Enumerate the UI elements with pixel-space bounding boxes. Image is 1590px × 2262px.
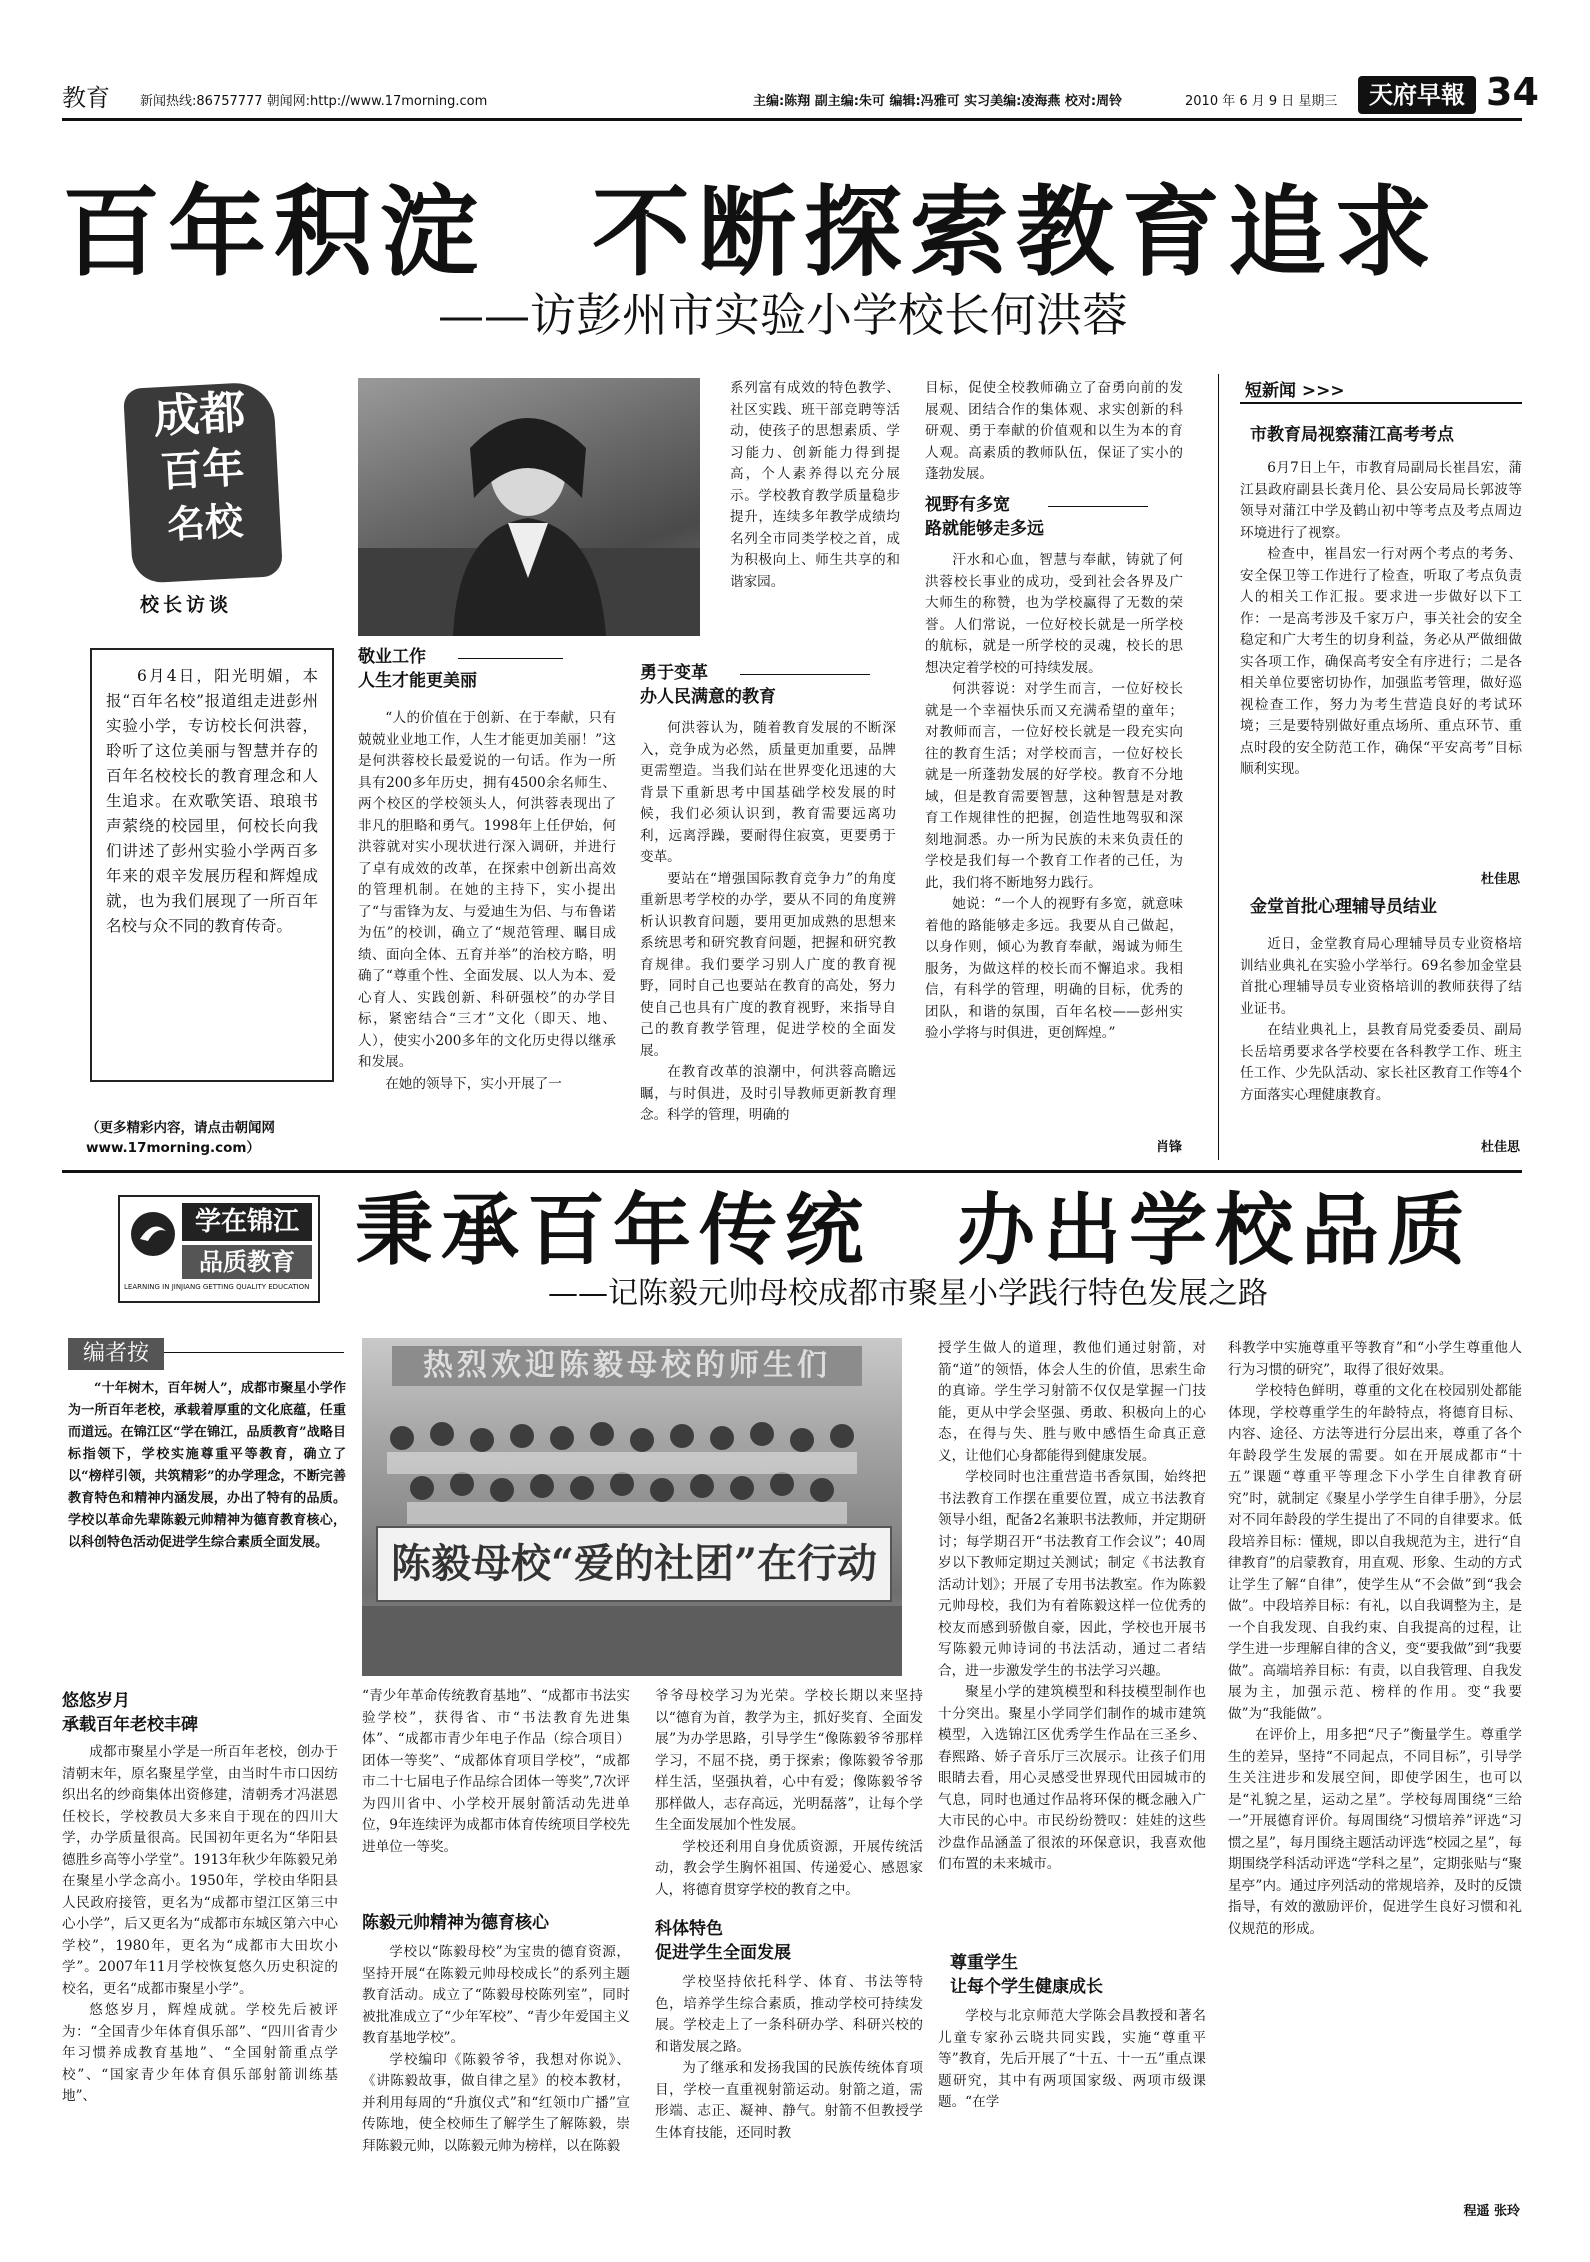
news-item-byline: 杜佳思 <box>1480 872 1520 887</box>
paragraph: 在评价上，用多把“尺子”衡量学生。尊重学生的差异，坚持“不同起点，不同目标”，引导学生关注进步和发展空间，即使学困生，也可以是“礼貌之星，运动之星”。学校每周围绕“三给一”开展德育评价。每周围绕“习惯培养”评选“习惯之星”，每月围绕主题活动评选“校园之星”，每期围绕学科活动评选“学科之星”，定期张贴与“聚星亭”内。通过序列活动的常规培养，及时的反馈指导，有效的激励评价，促进学生良好习惯和礼仪规范的形成。 <box>1228 1727 1522 1937</box>
paragraph: “十年树木，百年树人”，成都市聚星小学作为一所百年老校，承载着厚重的文化底蕴，任重而道远。在锦江区“学在锦江，品质教育”战略目标指领下，学校实施尊重平等教育，确立了以“榜样引领，共筑精彩”的办学理念，不断完善教育特色和精神内涵发展，办出了特有的品质。学校以革命先辈陈毅元帅精神为德育教育核心，以科创特色活动促进学生综合素质全面发展。 <box>68 1381 346 1550</box>
paragraph: 要站在“增强国际教育竞争力”的角度重新思考学校的办学，要从不同的角度辨析认识教育问题，要用更加成熟的思想来系统思考和研究教育问题，把握和研究教育规律。我们要学习别人广度的教育视野，同时自己也要站在教育的高处，努力使自己也具有广度的教育视野，来指导自己的教育教学管理，促进学校的全面发展。 <box>640 870 896 1059</box>
story1-col2-title: 勇于变革 <box>640 663 708 683</box>
story2-col4-body <box>938 1338 1206 1946</box>
paragraph: 为了继承和发扬我国的民族传统体育项目，学校一直重视射箭运动。射箭之道，需形端、志正、凝神、静气。射箭不但教授学生体育技能，还同时教 <box>655 2060 923 2141</box>
club-banner: 陈毅母校“爱的社团”在行动 <box>376 1526 892 1602</box>
story1-col3-body <box>925 550 1183 1142</box>
paragraph: 何洪蓉说：对学生而言，一位好校长就是一个幸福快乐而又充满希望的童年；对教师而言，一位好校长就是一段充实向往的教育生活；对学校而言，一位好校长就是一所蓬勃发展的好学校。教育不分地域，但是教育需要智慧，这种智慧是对教育工作规律性的把握，创造性地驾驭和深刻地洞悉。办一所为民族的未来负责任的学校是我们每一个教育工作者的己任，为此，我们将不断地努力践行。 <box>925 681 1183 891</box>
story1-col2-lead <box>730 378 900 650</box>
issue-date: 2010 年 6 月 9 日 星期三 <box>1185 94 1338 109</box>
brand-caption: LEARNING IN JINJIANG GETTING QUALITY EDUCATION <box>124 1283 310 1291</box>
paragraph: 近日，金堂教育局心理辅导员专业资格培训结业典礼在实验小学举行。69名参加金堂县首批心理辅导员专业资格培训的教师获得了结业证书。 <box>1240 936 1522 1017</box>
more-content-link[interactable]: （更多精彩内容，请点击朝闻网 www.17morning.com） <box>86 1120 275 1156</box>
story1-col1-subtitle: 人生才能更美丽 <box>358 671 477 691</box>
paragraph: 学校与北京师范大学陈会昌教授和著名儿童专家孙云晓共同实践，实施“尊重平等”教育，先后开展了“十五、十一五”重点课题研究，其中有两项国家级、两项市级课题。“在学 <box>938 2008 1206 2110</box>
intro-paragraph: 6月4日，阳光明媚，本报“百年名校”报道组走进彭州实验小学，专访校长何洪蓉，聆听了这位美丽与智慧并存的百年名校校长的教育理念和人生追求。在欢歌笑语、琅琅书声萦绕的校园里，何校长向我们讲述了彭州实验小学两百多年来的艰辛发展历程和辉煌成就，也为我们展现了一所百年名校与众不同的教育传奇。 <box>106 667 318 935</box>
story2-col3-lead <box>655 1686 923 1908</box>
story1-col3-subtitle: 路就能够走多远 <box>925 519 1044 539</box>
paragraph: 学校还利用自身优质资源，开展传统活动，教会学生胸怀祖国、传递爱心、感恩家人，将德育贯穿学校的教育之中。 <box>655 1838 923 1898</box>
section-name: 教育 <box>62 84 110 112</box>
paragraph: 科教学中实施尊重平等教育”和“小学生尊重他人行为习惯的研究”，取得了很好效果。 <box>1228 1340 1522 1378</box>
news-item-body <box>1240 458 1522 868</box>
story1-col3-title: 视野有多宽 <box>925 495 1010 515</box>
story1-col1-body <box>358 708 616 1156</box>
story2-col4-subtitle: 让每个学生健康成长 <box>950 1977 1103 1997</box>
paragraph: 学校特色鲜明，尊重的文化在校园别处都能体现，学校尊重学生的年龄特点，将德育目标、内容、途径、方法等进行分层出来，尊重了各个年龄段学生发展的需要。如在开展成都市“十五”课题“尊重平等理念下小学生自律教育研究”时，就制定《聚星小学学生自律手册》，分层对不同年龄段的学生提出了不同的自律要求。低段培养目标：懂规，即以自我规范为主，进行“自律教育”的启蒙教育，用直观、形象、生动的方式让学生了解“自律”，使学生从“不会做”到“我会做”。中段培养目标：有礼，以自我调整为主，是一个自我发现、自我约束、自我提高的过程，让学生进一步理解自律的含义，变“要我做”到“我要做”。高端培养目标：有责，以自我管理、自我发展为主，加强示范、榜样的作用。变“我要做”为“我能做”。 <box>1228 1383 1522 1722</box>
story2-col2-title: 陈毅元帅精神为德育核心 <box>362 1913 549 1933</box>
paragraph: 聚星小学的建筑模型和科技模型制作也十分突出。聚星小学同学们制作的城市建筑模型，入选锦江区优秀学生作品在三圣乡、春熙路、娇子音乐厅三次展示。让孩子们用眼睛去看，用心灵感受世界现代田园城市的气息，同时也通过作品将环保的概念融入广大市民的心中。市民纷纷赞叹：娃娃的这些沙盘作品涵盖了很浓的环保意识，我喜欢他们布置的未来城市。 <box>938 1684 1206 1872</box>
story2-col3-body <box>655 1972 923 2238</box>
paragraph: 汗水和心血，智慧与奉献，铸就了何洪蓉校长事业的成功，受到社会各界及广大师生的称赞，也为学校赢得了无数的荣誉。人们常说，一位好校长就是一所学校的航标，就是一所学校的灵魂，校长的思想决定着学校的可持续发展。 <box>925 552 1183 676</box>
story2-col1-title: 悠悠岁月 <box>62 1691 130 1711</box>
story2-col4-body-2 <box>938 2006 1206 2238</box>
staff-credits: 主编:陈翔 副主编:朱可 编辑:冯雅可 实习美编:凌海燕 校对:周铃 <box>753 94 1123 109</box>
paragraph: 检查中，崔昌宏一行对两个考点的考务、安全保卫等工作进行了检查，听取了考点负责人的相关工作汇报。要求进一步做好以下工作：一是高考涉及千家万户，事关社会的安全稳定和广大考生的切身利益，务必从严做细做实各项工作，确保高考安全有序进行；二是各相关单位要密切协作，加强监考管理，做好巡视检查工作，努力为考生营造良好的考试环境；三是要特别做好重点场所、重点环节、重点时段的安全防范工作，确保“平安高考”目标顺利实现。 <box>1240 546 1522 777</box>
principal-figure-icon <box>358 378 700 636</box>
story1-byline: 肖锋 <box>1155 1140 1182 1155</box>
story1-col3-lead <box>925 378 1183 490</box>
story1-col1-title: 敬业工作 <box>358 647 426 667</box>
paragraph: 爷爷母校学习为光荣。学校长期以来坚持以“德育为首，教学为主，抓好奖育、全面发展”为办学思路，引导学生“像陈毅爷爷那样学习，不屈不挠，勇于探索；像陈毅爷爷那样生活，坚强执着，心中有爱；像陈毅爷爷那样做人，志存高远，光明磊落”，让每个学生全面发展加个性发展。 <box>655 1688 923 1833</box>
story1-col2-subtitle: 办人民满意的教育 <box>640 687 776 707</box>
story1-col2-body <box>640 718 896 1156</box>
short-news-tag: 短新闻 >>> <box>1245 381 1345 401</box>
divider <box>1048 506 1148 507</box>
divider <box>740 674 870 675</box>
paragraph: 学校以“陈毅母校”为宝贵的德育资源，坚持开展“在陈毅元帅母校成长”的系列主题教育活动。成立了“陈毅母校陈列室”，同时被批准成立了“少年军校”、“青少年爱国主义教育基地学校”。 <box>362 1944 630 2046</box>
paragraph: 在教育改革的浪潮中，何洪蓉高瞻远瞩，与时俱进，及时引导教师更新教育理念。科学的管理，明确的 <box>640 1064 896 1123</box>
story2-subhead: ——记陈毅元帅母校成都市聚星小学践行特色发展之路 <box>548 1276 1268 1311</box>
brand-line-2: 品质教育 <box>182 1245 312 1279</box>
story2-col1-subtitle: 承载百年老校丰碑 <box>62 1715 198 1735</box>
story2-byline: 程遥 张玲 <box>1463 2204 1520 2219</box>
header-rule <box>62 118 1522 121</box>
news-item-title: 金堂首批心理辅导员结业 <box>1250 897 1437 917</box>
paragraph: 在结业典礼上，县教育局党委委员、副局长岳培勇要求各学校要在各科教学工作、班主任工作、少先队活动、家长社区教育工作等4个方面落实心理健康教育。 <box>1240 1022 1522 1103</box>
principal-photo <box>358 378 700 636</box>
news-item-title: 市教育局视察蒲江高考考点 <box>1250 425 1454 445</box>
column-label: 校长访谈 <box>140 594 233 616</box>
story2-headline: 秉承百年传统 办出学校品质 <box>355 1186 1474 1276</box>
paragraph: 在她的领导下，实小开展了一 <box>385 1075 562 1092</box>
story2-col4-title: 尊重学生 <box>950 1953 1018 1973</box>
news-item-body <box>1240 934 1522 1144</box>
paragraph: “人的价值在于创新、在于奉献，只有兢兢业业地工作，人生才能更加美丽！”这是何洪蓉校长最爱说的一句话。作为一所具有200多年历史，拥有4500余名师生、两个校区的学校领头人，何洪蓉表现出了非凡的胆略和勇气。1998年上任伊始，何洪蓉就对实小现状进行深入调研，并进行了卓有成效的改革，在探索中创新出高效的管理机制。在她的主持下，实小提出了“与雷锋为友、与爱迪生为侣、与布鲁诺为伍”的校训，确立了“规范管理、瞩目成绩、面向全体、五育并举”的治校方略，明确了“尊重个性、全面发展、以人为本、爱心育人、实践创新、科研强校”的办学目标，紧密结合“三才”文化（即天、地、人），使实小200多年的文化历史得以继承和发展。 <box>358 710 616 1070</box>
intro-box <box>90 648 334 1082</box>
paragraph: 6月7日上午，市教育局副局长崔昌宏，蒲江县政府副县长龚月伦、县公安局局长郭波等领导对蒲江中学及鹤山初中等考点及考点周边环境进行了视察。 <box>1240 460 1522 541</box>
paragraph: 目标，促使全校教师确立了奋勇向前的发展观、团结合作的集体观、求实创新的科研观、勇于奉献的价值观和以生为本的育人观。高素质的教师队伍，保证了实小的蓬勃发展。 <box>925 380 1183 482</box>
editor-note-label: 编者按 <box>68 1338 164 1370</box>
intro-text <box>106 664 318 1074</box>
editor-note-text <box>68 1378 346 1678</box>
brand-swirl-icon <box>128 1209 178 1259</box>
divider <box>458 658 563 659</box>
paragraph: 成都市聚星小学是一所百年老校，创办于清朝末年，原名聚星学堂，由当时牛市口因纺织出名的纱商集体出资修建，清朝秀才冯湛恩任校长，学校教员大多来自于现在的四川大学，办学质量很高。民国初年更名为“华阳县德胜乡高等小学堂”。1913年秋少年陈毅兄弟在聚星小学念高小。1950年，学校由华阳县人民政府接管，更名为“成都市望江区第三中心小学”，后又更名为“成都市东城区第六中心学校”，1980年，更名为“成都市大田坎小学”。2007年11月学校恢复悠久历史积淀的校名，更名“成都市聚星小学”。 <box>62 1744 338 1997</box>
brand-line-1: 学在锦江 <box>182 1203 312 1241</box>
paragraph: 她说：“一个人的视野有多宽，就意味着他的路能够走多远。我要从自己做起，以身作则，倾心为教育奉献，竭诚为师生服务，为做这样的校长而不懈追求。我相信，有科学的管理，明确的目标，优秀的团队，和谐的氛围，百年名校——彭州实验小学将与时俱进，更创辉煌。” <box>925 896 1183 1041</box>
paper-logo: 天府早報 <box>1358 76 1476 114</box>
divider <box>164 1352 344 1353</box>
story2-col3-subtitle: 促进学生全面发展 <box>655 1943 791 1963</box>
story2-col2-lead <box>362 1686 630 1904</box>
paragraph: 学校坚持依托科学、体育、书法等特色，培养学生综合素质，推动学校可持续发展。学校走上了一条科研办学、科研兴校的和谐发展之路。 <box>655 1974 923 2055</box>
news-rule <box>1240 402 1522 404</box>
group-photo <box>362 1338 902 1676</box>
story2-col2-body <box>362 1942 630 2238</box>
welcome-banner: 热烈欢迎陈毅母校的师生们 <box>392 1346 862 1386</box>
photo-ground <box>362 1606 902 1676</box>
story2-col1-body <box>62 1742 338 2238</box>
story2-col3-title: 科体特色 <box>655 1919 723 1939</box>
paragraph: 悠悠岁月，辉煌成就。学校先后被评为：“全国青少年体育俱乐部”、“四川省青少年习惯养成教育基地”、“全国射箭重点学校”、“国家青少年体育俱乐部射箭训练基地”、 <box>62 2002 338 2104</box>
paragraph: 何洪蓉认为，随着教育发展的不断深入，竞争成为必然，质量更加重要，品牌更需塑造。当我们站在世界变化迅速的大背景下重新思考中国基础学校发展的时候，我们必须认识到，教育需要远离功利，远离浮躁，要耐得住寂寞，更要勇于变革。 <box>640 720 896 865</box>
paragraph: “青少年革命传统教育基地”、“成都市书法实验学校”，获得省、市“书法教育先进集体”、“成都市青少年电子作品（综合项目）团体一等奖”、“成都体育项目学校”，“成都市二十七届电子作品综合团体一等奖”,7次评为四川省中、小学校开展射箭活动先进单位，9年连续评为成都市体育传统项目学校先进单位一等奖。 <box>362 1688 630 1855</box>
paragraph: 系列富有成效的特色教学、社区实践、班干部竞聘等活动，使孩子的思想素质、学习能力、创新能力得到提高，个人素养得以充分展示。学校教育教学质量稳步提升，连续多年教学成绩均名列全市同类学校之首，成为积极向上、师生共享的和谐家园。 <box>730 380 900 590</box>
section-separator <box>62 1170 1522 1173</box>
brand-badge <box>118 1195 320 1303</box>
paragraph: 学校编印《陈毅爷爷，我想对你说》、《讲陈毅故事，做自律之星》的校本教材，并利用每周的“升旗仪式”和“红领巾广播”宣传陈地，使全校师生了解学生了解陈毅，崇拜陈毅元帅，以陈毅元帅为榜样，以在陈毅 <box>362 2051 630 2154</box>
hotline-text: 新闻热线:86757777 朝闻网:http://www.17morning.com <box>140 94 488 109</box>
column-divider <box>1218 374 1219 1160</box>
news-item-byline: 杜佳思 <box>1480 1140 1520 1155</box>
paragraph: 学校同时也注重营造书香氛围，始终把书法教育工作摆在重要位置，成立书法教育领导小组，配备2名兼职书法教师，并定期研讨；每学期召开“书法教育工作会议”；40周岁以下教师定期过关测试；制定《书法教育活动计划》；开展了专用书法教室。作为陈毅元帅母校，我们为有着陈毅这样一位优秀的校友而感到骄傲自豪，因此，学校也开展书写陈毅元帅诗词的书法活动，通过二者结合，进一步激发学生的书法学习兴趣。 <box>938 1469 1206 1679</box>
seal-line-2: 百年 <box>159 442 246 497</box>
story2-col5-body <box>1228 1338 1522 2186</box>
page-number: 34 <box>1486 70 1539 114</box>
seal-line-3: 名校 <box>165 497 245 547</box>
story1-headline: 百年积淀 不断探索教育追求 <box>62 176 1441 290</box>
paragraph: 授学生做人的道理，教他们通过射箭，对箭“道”的领悟，体会人生的价值，思索生命的真谛。学生学习射箭不仅仅是掌握一门技能，更从中学会坚强、勇敢、积极向上的心态，在得与失、胜与败中感悟生命真正意义，让他们心身都能得到健康发展。 <box>938 1340 1206 1464</box>
seal-line-1: 成都 <box>152 384 247 444</box>
story1-subhead: ——访彭州市实验小学校长何洪蓉 <box>438 288 1128 342</box>
centenary-school-seal <box>123 381 283 584</box>
